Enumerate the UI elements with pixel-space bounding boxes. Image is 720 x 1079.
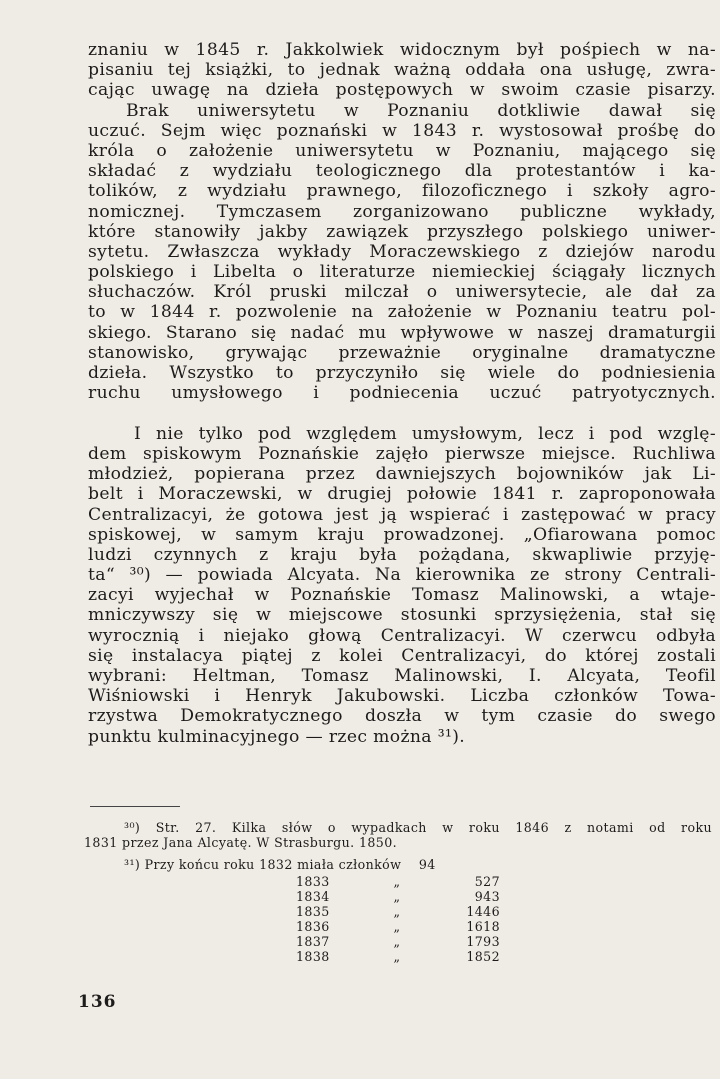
paragraph bbox=[88, 424, 716, 747]
year-cell: 1835 bbox=[296, 904, 330, 920]
ditto-cell: „ bbox=[393, 934, 401, 950]
ditto-cell: „ bbox=[393, 904, 401, 920]
count-cell: 943 bbox=[474, 889, 500, 905]
text-line: nomicznej. Tymczasem zorganizowano publiczne wykłady, bbox=[88, 201, 716, 222]
footnote-line: ³⁰) Str. 27. Kilka słów o wypadkach w roku 1846 z notami od roku bbox=[124, 820, 712, 835]
year-cell: 1833 bbox=[296, 874, 330, 889]
year-cell: 1837 bbox=[296, 934, 330, 950]
count-cell: 1852 bbox=[466, 949, 500, 965]
text-line bbox=[88, 403, 716, 423]
table-row bbox=[296, 874, 500, 889]
table-row bbox=[296, 919, 500, 934]
text-line: wyrocznią i niejako głową Centralizacyi. W czerwcu odbyła bbox=[88, 625, 716, 646]
text-line: mniczywszy się w miejscowe stosunki sprzysiężenia, stał się bbox=[88, 605, 716, 626]
year-cell: 1836 bbox=[296, 919, 330, 935]
text-line: spiskowej, w samym kraju prowadzonej. „Ofiarowana pomoc bbox=[88, 524, 716, 545]
ditto-cell: „ bbox=[393, 889, 401, 905]
text-line: dem spiskowym Poznańskie zajęło pierwsze miejsce. Ruchliwa bbox=[88, 443, 716, 464]
text-line: sytetu. Zwłaszcza wykłady Moraczewskiego z dziejów narodu bbox=[88, 241, 716, 262]
text-line: skiego. Starano się nadać mu wpływowe w naszej dramaturgii bbox=[88, 322, 716, 343]
year-cell: 1834 bbox=[296, 889, 330, 905]
count-cell: 1446 bbox=[466, 904, 500, 920]
page-number: 136 bbox=[78, 992, 117, 1012]
members-table bbox=[296, 874, 500, 965]
table-row bbox=[296, 889, 500, 904]
ditto-cell: „ bbox=[393, 919, 401, 935]
text-line: ta“ ³⁰) — powiada Alcyata. Na kierownika ze strony Centrali- bbox=[88, 565, 716, 586]
text-line: stanowisko, grywając przeważnie oryginalne dramatyczne bbox=[88, 342, 716, 363]
footnote bbox=[84, 857, 712, 872]
text-line: ruchu umysłowego i podniecenia uczuć patryotycznych. bbox=[88, 383, 716, 404]
text-line: Centralizacyi, że gotowa jest ją wspierać i zastępować w pracy bbox=[88, 504, 716, 525]
table-row bbox=[296, 934, 500, 949]
text-line: pisaniu tej książki, to jednak ważną oddała ona usługę, zwra- bbox=[88, 60, 716, 81]
text-line: punktu kulminacyjnego — rzec można ³¹). bbox=[88, 726, 466, 747]
text-line: tolików, z wydziału prawnego, filozoficznego i szkoły agro- bbox=[88, 181, 716, 202]
footnote bbox=[84, 820, 712, 850]
footnote-line: ³¹) Przy końcu roku 1832 miała członków 94 bbox=[124, 857, 436, 872]
text-line: Wiśniowski i Henryk Jakubowski. Liczba członków Towa- bbox=[88, 686, 716, 707]
text-line: cając uwagę na dzieła postępowych w swoim czasie pisarzy. bbox=[88, 80, 716, 101]
text-line: ludzi czynnych z kraju była pożądana, skwapliwie przyję- bbox=[88, 544, 716, 565]
text-line: rzystwa Demokratycznego doszła w tym czasie do swego bbox=[88, 706, 716, 727]
text-line: wybrani: Heltman, Tomasz Malinowski, I. Alcyata, Teofil bbox=[88, 666, 716, 687]
text-line: dzieła. Wszystko to przyczyniło się wiele do podniesienia bbox=[88, 363, 716, 384]
count-cell: 1618 bbox=[466, 919, 500, 935]
text-line: króla o założenie uniwersytetu w Poznaniu, mającego się bbox=[88, 140, 716, 161]
text-line: polskiego i Libelta o literaturze niemieckiej ściągały licznych bbox=[88, 262, 716, 283]
text-line: uczuć. Sejm więc poznański w 1843 r. wystosował prośbę do bbox=[88, 120, 716, 141]
count-cell: 1793 bbox=[466, 934, 500, 950]
text-line: się instalacya piątej z kolei Centralizacyi, do której zostali bbox=[88, 645, 716, 666]
text-line: zacyi wyjechał w Poznańskie Tomasz Malinowski, a wtaje- bbox=[88, 585, 716, 606]
text-line: słuchaczów. Król pruski milczał o uniwersytecie, ale dał za bbox=[88, 282, 716, 303]
footnote-line: 1831 przez Jana Alcyatę. W Strasburgu. 1850. bbox=[84, 835, 398, 851]
text-line: belt i Moraczewski, w drugiej połowie 1841 r. zaproponowała bbox=[88, 484, 716, 505]
text-line: młodzież, popierana przez dawniejszych bojowników jak Li- bbox=[88, 464, 716, 485]
ditto-cell: „ bbox=[393, 949, 401, 965]
table-row bbox=[296, 949, 500, 964]
footnote-separator bbox=[90, 806, 180, 807]
paragraph bbox=[88, 101, 716, 424]
year-cell: 1838 bbox=[296, 949, 330, 965]
ditto-cell: „ bbox=[393, 874, 401, 889]
text-line: Brak uniwersytetu w Poznaniu dotkliwie dawał się bbox=[126, 100, 716, 121]
table-row bbox=[296, 904, 500, 919]
count-cell: 527 bbox=[474, 874, 500, 889]
text-line: które stanowiły jakby zawiązek przyszłego polskiego uniwer- bbox=[88, 221, 716, 242]
text-line: I nie tylko pod względem umysłowym, lecz i pod wzglę- bbox=[134, 423, 716, 444]
text-line: to w 1844 r. pozwolenie na założenie w Poznaniu teatru pol- bbox=[88, 302, 716, 323]
text-line: znaniu w 1845 r. Jakkolwiek widocznym był pośpiech w na- bbox=[88, 40, 716, 60]
paragraph bbox=[88, 40, 716, 101]
text-line: składać z wydziału teologicznego dla protestantów i ka- bbox=[88, 161, 716, 182]
